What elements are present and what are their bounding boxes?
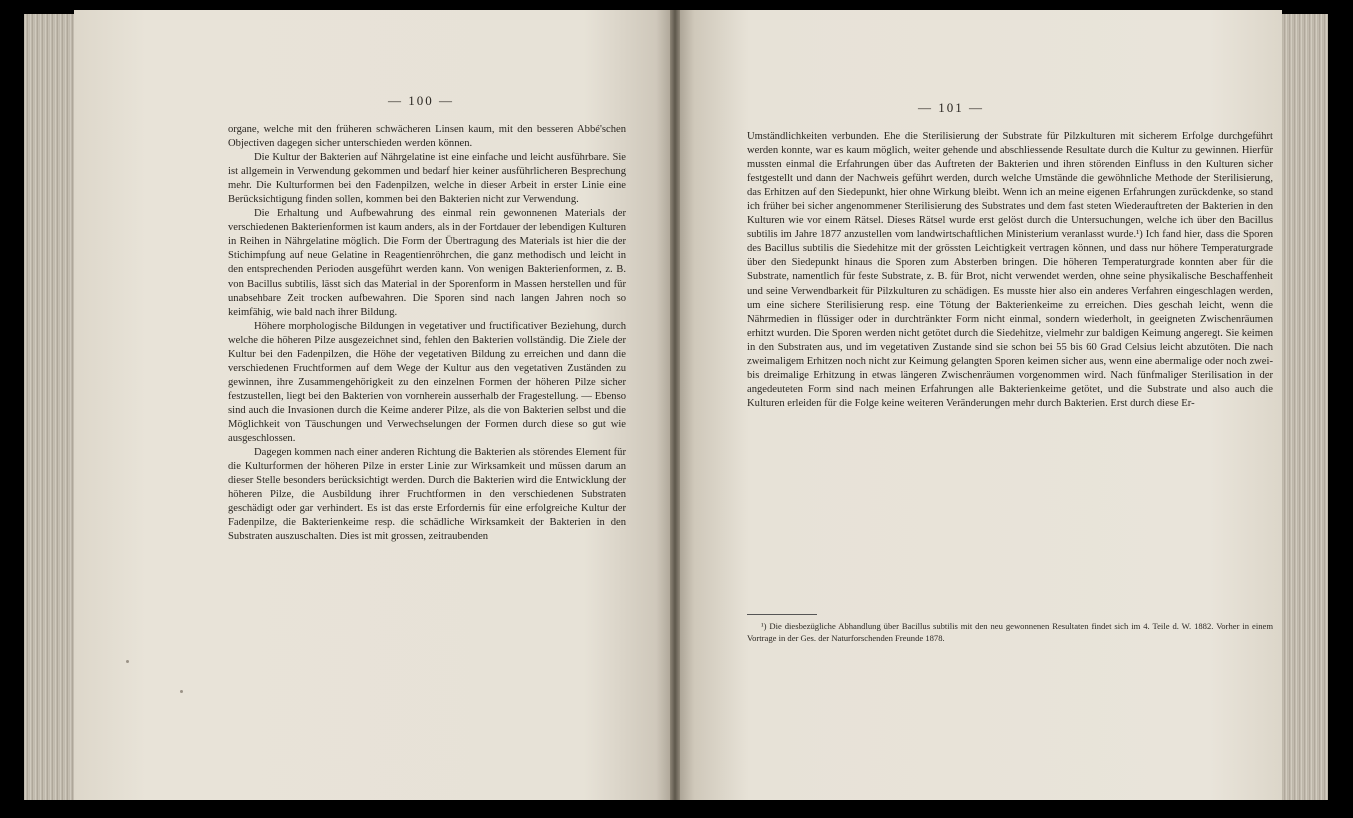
right-page-text (747, 130, 1273, 411)
left-page-number: — 100 — (388, 93, 454, 108)
left-page-text (228, 123, 626, 544)
paragraph: Umständlichkeiten verbunden. Ehe die Sterilisierung der Substrate für Pilzkulturen mit sicherem Erfolge durchgeführt werden konnte, war es kaum möglich, weiter gehende und abschliessende Resultate durch die Kultur zu gewinnen. Hierfür mussten einmal die Erfahrungen über das Auftreten der Bakterien und ihren störenden Einfluss in den Kulturen sicher festgestellt und dann der Nachweis geführt werden, durch welche Umstände die gewöhnliche Methode der Sterilisierung, das Erhitzen auf den Siedepunkt, hier ohne Wirkung bleibt. Wenn ich an meine eigenen Erfahrungen zurückdenke, so stand ich früher bei sicher angenommener Sterilisierung des Substrates und dem fast steten Wiederauftreten der Bakterien in den Kulturen wie vor einem Rätsel. Dieses Rätsel wurde erst gelöst durch die Untersuchungen, welche ich über den Bacillus subtilis im Jahre 1877 anzustellen vom landwirtschaftlichen Ministerium veranlasst wurde.¹) Ich fand hier, dass die Sporen des Bacillus subtilis die Siedehitze mit der grössten Leichtigkeit vertragen können, und dass nur höhere Temperaturgrade über den Siedepunkt hinaus die Sporen zum Absterben bringen. Die höheren Temperaturgrade konnten aber für die Substrate, namentlich für feste Substrate, z. B. für Brot, nicht verwendet werden, ohne seine physikalische Beschaffenheit und seine Verwendbarkeit für Pilzkulturen zu schädigen. Es musste hier also ein anderes Verfahren eingeschlagen werden, um eine sichere Sterilisierung resp. eine Tötung der Bakterienkeime zu erreichen. Dies geschah leicht, wenn die Nährmedien in flüssiger oder in durchtränkter Form nicht einmal, sondern wiederholt, in geeigneten Zwischenräumen erhitzt wurden. Die Sporen werden nicht getötet durch die Siedehitze, vielmehr zur baldigen Keimung angeregt. Sie keimen in den Substraten aus, und im vegetativen Zustande sind sie schon bei 55 bis 60 Grad Celsius leicht abzutöten. Die nach zweimaligem Erhitzen noch nicht zur Keimung gelangten Sporen keimen sicher aus, wenn eine abermalige oder noch zwei- bis dreimalige Erhitzung in etwas längeren Zwischenräumen vorgenommen wird. Nach fünfmaliger Sterilisation in der angedeuteten Form sind nach meinen Erfahrungen alle Bakterienkeime getötet, und die Substrate und also auch die Kulturen erleiden für die Folge keine weiteren Veränderungen mehr durch Bakterien. Erst durch diese Er- (747, 131, 1273, 409)
footnote (747, 620, 1273, 644)
paragraph: Die Erhaltung und Aufbewahrung des einmal rein gewonnenen Materials der verschiedenen Bakterienformen ist kaum anders, als in der Fortdauer der lebendigen Kulturen in Reihen in Nährgelatine möglich. Die Form der Übertragung des Materials ist hier die der Stichimpfung auf neue Gelatine in Reagentienröhrchen, die ganz methodisch und leicht in den entsprechenden Perioden ausgeführt werden kann. Von wenigen Bakterienformen, z. B. von Bacillus subtilis, lässt sich das Material in der Sporenform in Massen herstellen und für unabsehbare Zeit trocken aufbewahren. Die Sporen sind nach langen Jahren noch so keimfähig, wie bald nach ihrer Bildung. (228, 208, 626, 318)
right-page-edges (1278, 14, 1328, 800)
paragraph: Die Kultur der Bakterien auf Nährgelatine ist eine einfache und leicht ausführbare. Sie ist allgemein in Verwendung gekommen und bedarf hier keiner ausführlicheren Besprechung mehr. Die Kulturformen bei den Fadenpilzen, welche in dieser Arbeit in erster Linie eine Berücksichtigung finden sollen, kommen bei den Bakterien nicht zur Verwendung. (228, 152, 626, 206)
footnote-rule (747, 614, 817, 615)
footnote-text: ¹) Die diesbezügliche Abhandlung über Bacillus subtilis mit den neu gewonnenen Resultaten findet sich im 4. Teile d. W. 1882. Vorher in einem Vortrage in der Ges. der Naturforschenden Freunde 1878. (747, 621, 1273, 643)
paper-speck (126, 660, 129, 663)
left-page-edges (24, 14, 78, 800)
book-gutter (670, 10, 680, 800)
right-page-number: — 101 — (918, 100, 984, 115)
paragraph: Dagegen kommen nach einer anderen Richtung die Bakterien als störendes Element für die Kulturformen der höheren Pilze in erster Linie zur Wirksamkeit und müssen darum an dieser Stelle besonders berücksichtigt werden. Durch die Bakterien wird die Entwicklung der höheren Pilze, die Ausbildung ihrer Fruchtformen in den verschiedenen Substraten geschädigt oder gar verhindert. Es ist das erste Erfordernis für eine erfolgreiche Kultur der Fadenpilze, die Bakterienkeime resp. die schädliche Wirksamkeit der Bakterien in den Substraten auszuschalten. Dies ist mit grossen, zeitraubenden (228, 447, 626, 543)
paragraph: Höhere morphologische Bildungen in vegetativer und fructificativer Beziehung, durch welche die höheren Pilze ausgezeichnet sind, fehlen den Bakterien vollständig. Die Ziele der Kultur bei den Fadenpilzen, die Höhe der vegetativen Bildung zu erreichen und dann die verschiedenen Fruchtformen auf dem Wege der Kultur aus den vegetativen Zuständen zu gewinnen, ihre Zusammengehörigkeit zu den einzelnen Formen der höheren Pilze sicher festzustellen, liegt bei den Bakterien von vornherein ausserhalb der Fragestellung. — Ebenso sind auch die Invasionen durch die Keime anderer Pilze, als die von Bakterien selbst und die Möglichkeit von Täuschungen und Verwechselungen der Formen durch diese so gut wie ausgeschlossen. (228, 320, 626, 445)
paper-speck (180, 690, 183, 693)
paragraph: organe, welche mit den früheren schwächeren Linsen kaum, mit den besseren Abbé'schen Objectiven dagegen sicher unterschieden werden können. (228, 124, 626, 150)
